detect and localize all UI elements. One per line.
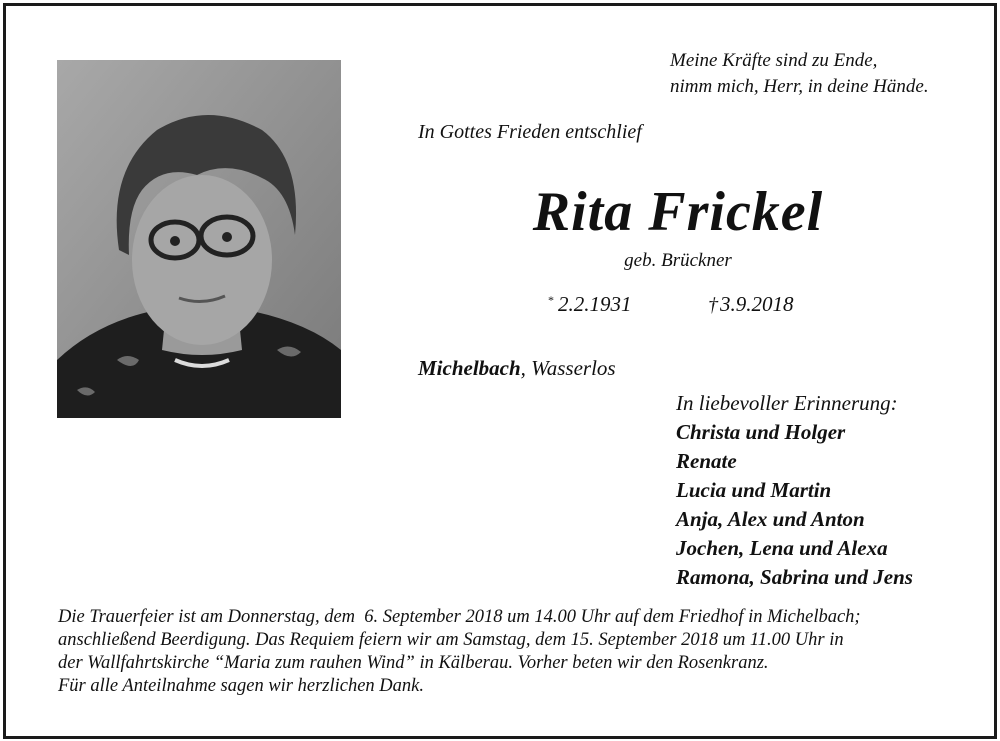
cross-icon: † (708, 294, 718, 316)
place-town: Michelbach (418, 356, 521, 380)
place-district: Wasserlos (531, 356, 616, 380)
quote-line-1: Meine Kräfte sind zu Ende, (670, 50, 878, 71)
mourner-name: Jochen, Lena und Alexa (676, 536, 888, 560)
birth-date: 2.2.1931 (558, 292, 632, 316)
portrait-photo (57, 60, 341, 418)
deceased-name: Rita Frickel (532, 181, 824, 243)
mourner-name: Lucia und Martin (676, 478, 832, 502)
quote-line-2: nimm mich, Herr, in deine Hände. (670, 76, 929, 97)
service-details (58, 606, 861, 698)
birth-star-icon: * (548, 293, 554, 307)
mourner-name: Renate (676, 449, 737, 473)
death-date-line (708, 292, 794, 317)
mourners-block (676, 389, 913, 592)
mourner-name: Ramona, Sabrina und Jens (676, 565, 913, 589)
service-line: Die Trauerfeier ist am Donnerstag, dem 6. September 2018 um 14.00 Uhr auf dem Friedhof in Michelbach; (58, 607, 861, 627)
death-date: 3.9.2018 (720, 292, 794, 316)
service-line: der Wallfahrtskirche “Maria zum rauhen Wind” in Kälberau. Vorher beten wir den Rosenkranz. (58, 653, 769, 673)
birth-date-line (548, 292, 632, 317)
mourner-name: Christa und Holger (676, 420, 846, 444)
mourners-heading: In liebevoller Erinnerung: (676, 391, 898, 415)
maiden-name: geb. Brückner (624, 250, 732, 271)
epigraph-quote (670, 48, 929, 100)
thanks-line: Für alle Anteilnahme sagen wir herzlichen Dank. (58, 676, 425, 696)
mourner-name: Anja, Alex und Anton (676, 507, 865, 531)
place-line (418, 356, 616, 381)
place-separator: , (520, 356, 526, 380)
intro-text: In Gottes Frieden entschlief (418, 121, 642, 143)
service-line: anschließend Beerdigung. Das Requiem feiern wir am Samstag, dem 15. September 2018 um 11.00 Uhr in (58, 630, 844, 650)
